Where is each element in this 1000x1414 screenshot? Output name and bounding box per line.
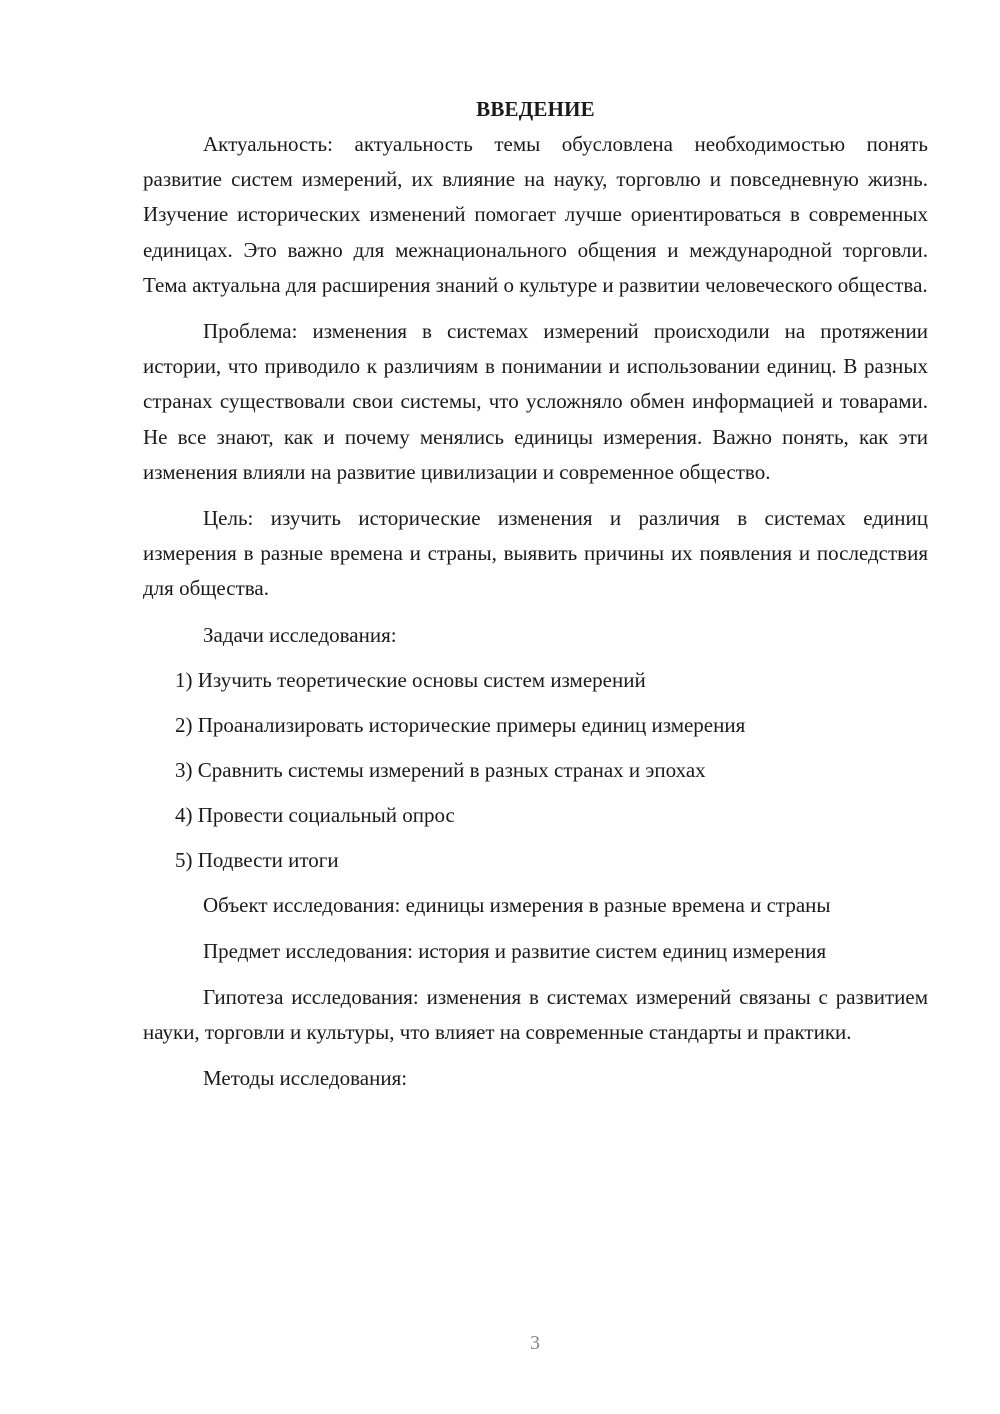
- object-paragraph: Объект исследования: единицы измерения в разные времена и страны: [203, 892, 831, 917]
- hypothesis-paragraph: Гипотеза исследования: изменения в системах измерений связаны с развитием науки, торговли и культуры, что влияет на современные стандарты и практики.: [143, 985, 928, 1045]
- tasks-list: [143, 663, 928, 878]
- list-item: 5) Подвести итоги: [175, 847, 339, 872]
- page-number: 3: [530, 1332, 540, 1354]
- section-title: ВВЕДЕНИЕ: [476, 97, 595, 121]
- list-item: 3) Сравнить системы измерений в разных странах и эпохах: [175, 757, 706, 782]
- problem-paragraph: Проблема: изменения в системах измерений происходили на протяжении истории, что приводило к различиям в понимании и использовании единиц. В разных странах существовали свои системы, что усложняло обмен информацией и товарами. Не все знают, как и почему менялись единицы измерения. Важно понять, как эти изменения влияли на развитие цивилизации и современное общество.: [143, 319, 928, 484]
- relevance-paragraph: Актуальность: актуальность темы обусловлена необходимостью понять развитие систем измерений, их влияние на науку, торговлю и повседневную жизнь. Изучение исторических изменений помогает лучше ориентироваться в современных единицах. Это важно для межнационального общения и международной торговли. Тема актуальна для расширения знаний о культуре и развитии человеческого общества.: [143, 132, 928, 297]
- goal-paragraph: Цель: изучить исторические изменения и различия в системах единиц измерения в разные времена и страны, выявить причины их появления и последствия для общества.: [143, 506, 928, 601]
- list-item: 2) Проанализировать исторические примеры единиц измерения: [175, 712, 746, 737]
- tasks-label: Задачи исследования:: [203, 622, 397, 647]
- list-item: 1) Изучить теоретические основы систем измерений: [175, 667, 646, 692]
- list-item: 4) Провести социальный опрос: [175, 802, 455, 827]
- document-page: [143, 92, 928, 1106]
- subject-paragraph: Предмет исследования: история и развитие систем единиц измерения: [203, 938, 827, 963]
- methods-label: Методы исследования:: [203, 1066, 408, 1091]
